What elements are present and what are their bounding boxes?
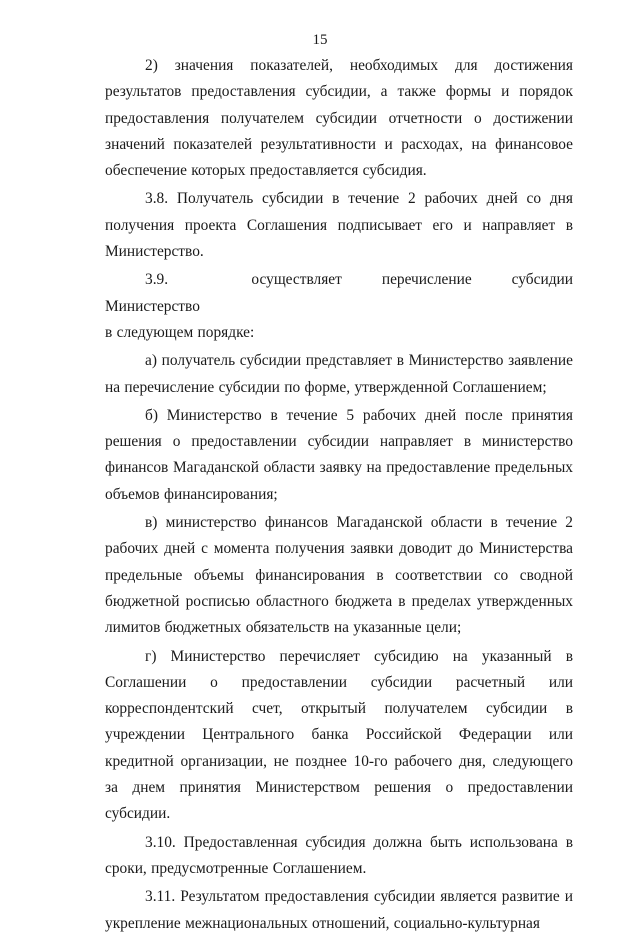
paragraph-item-b: б) Министерство в течение 5 рабочих дней после принятия решения о предоставлении субсидии направляет в министерство финансов Магаданской области заявку на предоставление предельных объемов финансирования; [105,406,573,503]
paragraph-item-v: в) министерство финансов Магаданской области в течение 2 рабочих дней с момента получения заявки доводит до Министерства предельные объемы финансирования в соответствии со сводной бюджетной росписью областного бюджета в пределах утвержденных лимитов бюджетных обязательств на указанные цели; [105,514,573,637]
word: осуществляет [251,271,342,289]
paragraph-3-9-first-line [105,267,573,320]
page-number: 15 [312,32,328,48]
paragraph-3-9-second-line: в следующем порядке: [105,323,255,341]
paragraph-item-a: а) получатель субсидии представляет в Министерство заявление на перечисление субсидии по форме, утвержденной Соглашением; [105,352,573,396]
paragraph-item-g: г) Министерство перечисляет субсидию на указанный в Соглашении о предоставлении субсидии расчетный или корреспондентский счет, открытый получателем субсидии в учреждении Центрального банка Российской Федерации или кредитной организации, не позднее 10-го рабочего дня, следующего за днем принятия Министерством решения о предоставлении субсидии. [105,647,573,823]
paragraph-2-indicators: 2) значения показателей, необходимых для достижения результатов предоставления субсидии, а также формы и порядок предоставления получателем субсидии отчетности о достижении значений показателей результативности и расходах, на финансовое обеспечение которых предоставляется субсидия. [105,57,573,180]
paragraph-3-8: 3.8. Получатель субсидии в течение 2 рабочих дней со дня получения проекта Соглашения подписывает его и направляет в Министерство. [105,190,573,261]
paragraph-3-11: 3.11. Результатом предоставления субсидии является развитие и укрепление межнациональных отношений, социально-культурная [105,888,573,932]
word: перечисление [381,271,472,289]
word: субсидии [511,271,573,289]
paragraph-3-10: 3.10. Предоставленная субсидия должна быть использована в сроки, предусмотренные Соглашением. [105,833,573,877]
word: 3.9. Министерство [105,271,200,315]
paragraph-3-9 [105,267,573,320]
document-body [105,53,573,937]
